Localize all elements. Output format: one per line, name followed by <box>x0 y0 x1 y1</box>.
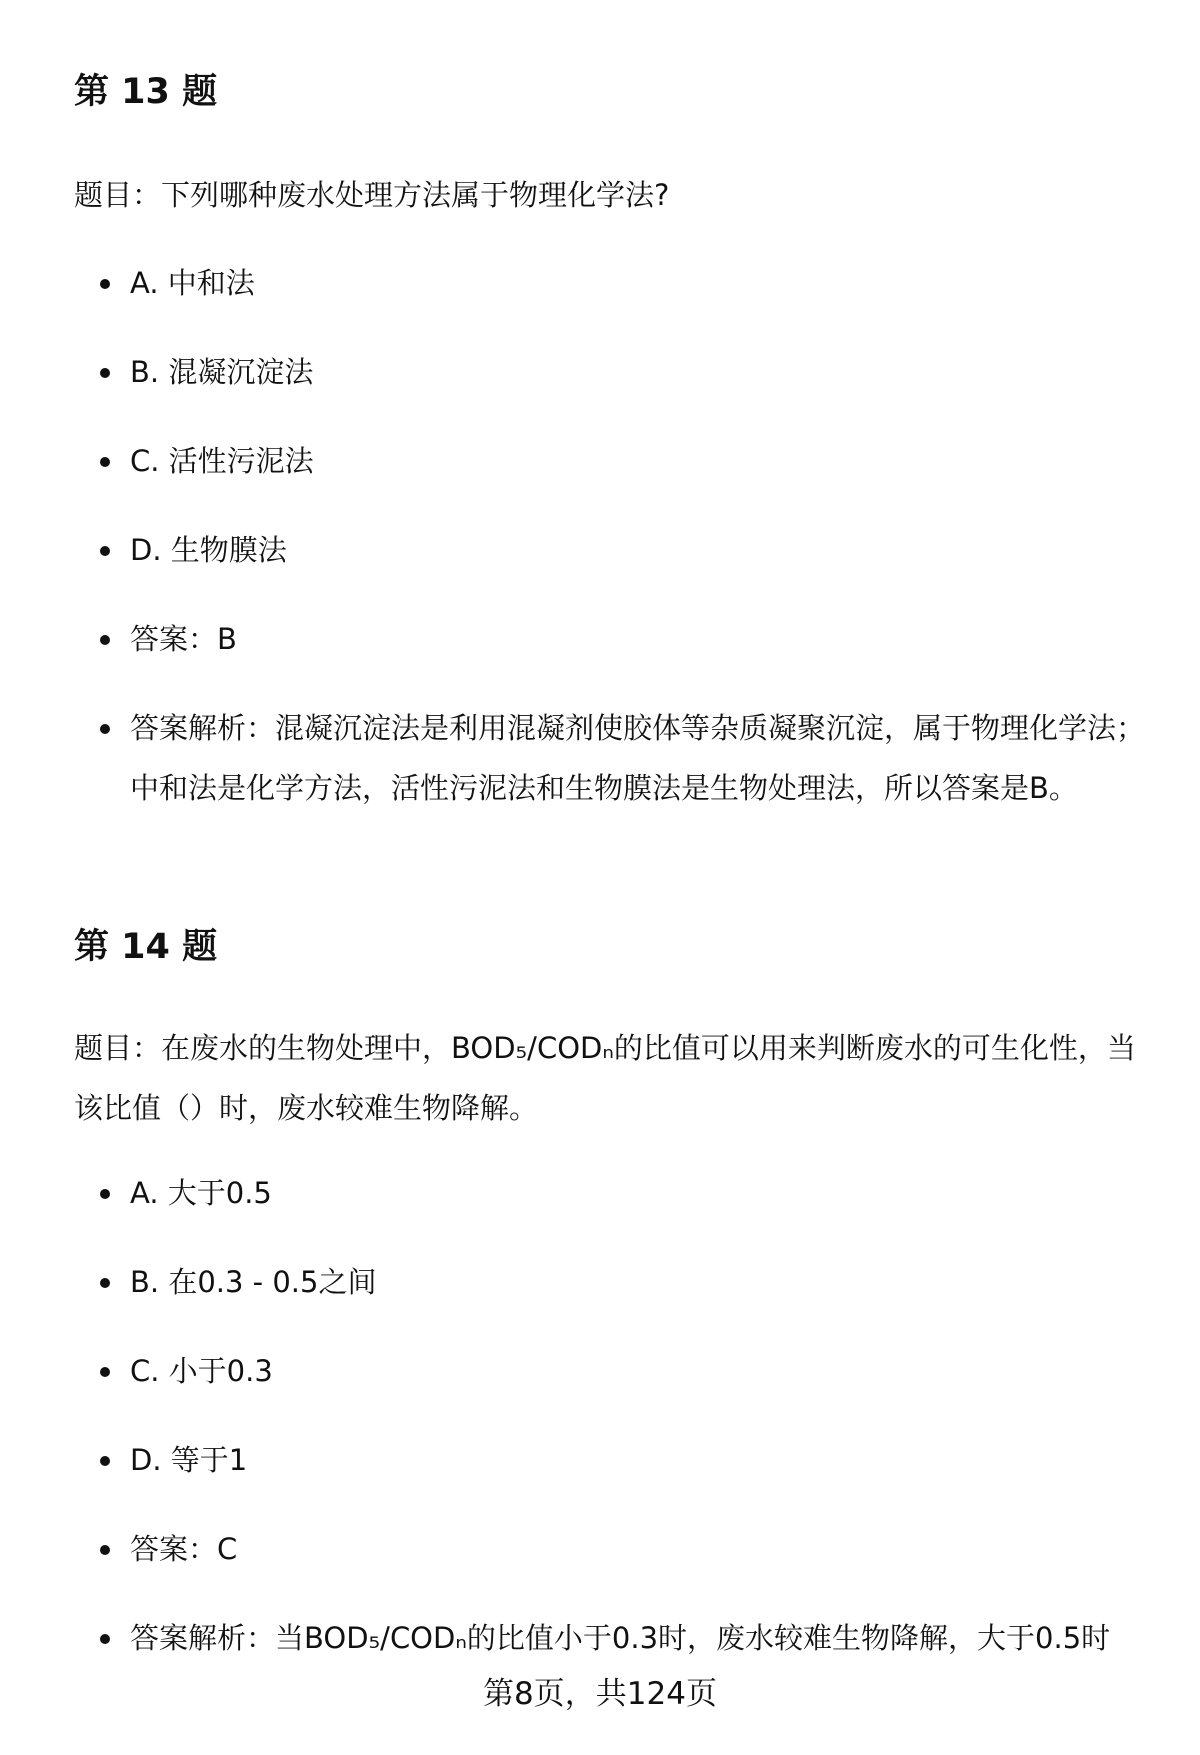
question-13-option-d: D. 生物膜法 <box>100 520 1170 580</box>
question-14-option-b: B. 在0.3 - 0.5之间 <box>100 1252 1170 1312</box>
question-13-option-c: C. 活性污泥法 <box>100 431 1170 491</box>
question-14-heading: 第 14 题 <box>74 927 218 967</box>
question-13-analysis: 答案解析：混凝沉淀法是利用混凝剂使胶体等杂质凝聚沉淀，属于物理化学法；中和法是化学方法，活性污泥法和生物膜法是生物处理法，所以答案是B。 <box>100 698 1170 818</box>
question-13-option-a: A. 中和法 <box>100 253 1170 313</box>
question-13-heading: 第 13 题 <box>74 72 218 112</box>
question-13-stem: 题目：下列哪种废水处理方法属于物理化学法? <box>74 178 670 212</box>
page-number-footer: 第8页，共124页 <box>483 1676 717 1712</box>
question-14-stem: 题目：在废水的生物处理中，BOD₅/CODₙ的比值可以用来判断废水的可生化性，当该比值（）时，废水较难生物降解。 <box>74 1031 1136 1125</box>
question-14-option-d: D. 等于1 <box>100 1430 1170 1490</box>
question-14-analysis: 答案解析：当BOD₅/CODₙ的比值小于0.3时，废水较难生物降解，大于0.5时 <box>100 1608 1170 1668</box>
question-13-answer: 答案：B <box>100 609 1170 669</box>
question-14-option-a: A. 大于0.5 <box>100 1163 1170 1223</box>
question-13-option-b: B. 混凝沉淀法 <box>100 342 1170 402</box>
question-14-option-c: C. 小于0.3 <box>100 1341 1170 1401</box>
question-14-answer: 答案：C <box>100 1519 1170 1579</box>
